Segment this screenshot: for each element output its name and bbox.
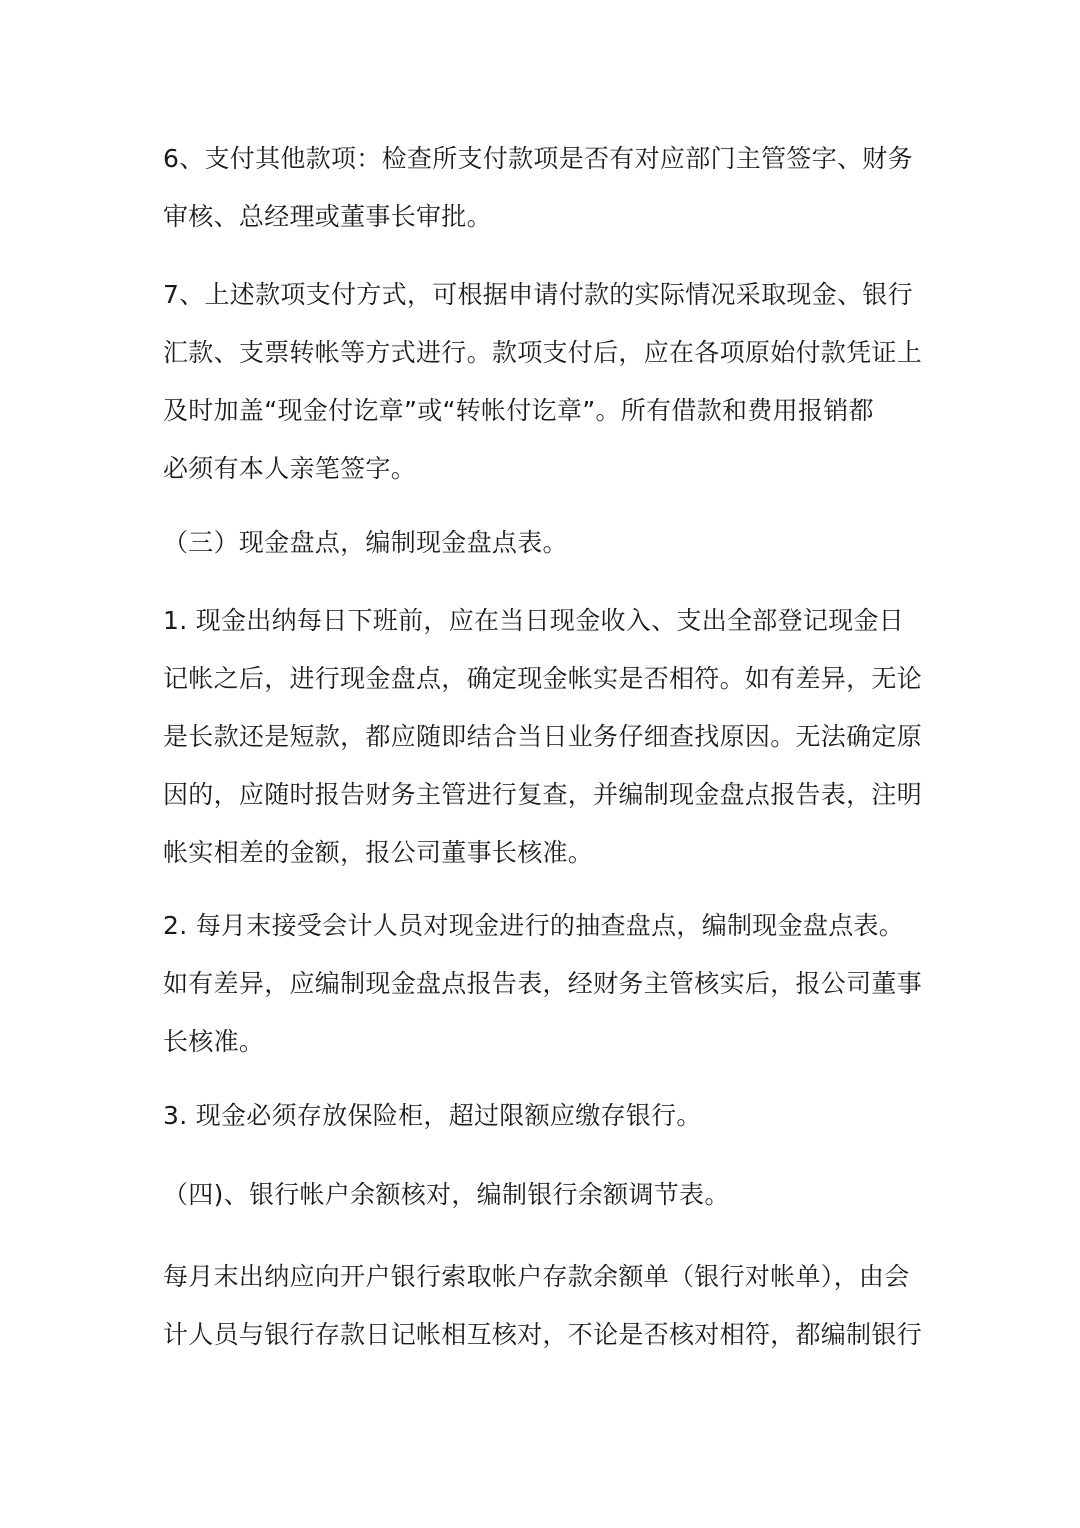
text-line: 7、上述款项支付方式，可根据申请付款的实际情况采取现金、银行 xyxy=(163,280,913,309)
section-heading: （四)、银行帐户余额核对，编制银行余额调节表。 xyxy=(163,1180,730,1209)
text-line: 帐实相差的金额，报公司董事长核准。 xyxy=(163,838,594,867)
section-heading: （三）现金盘点，编制现金盘点表。 xyxy=(163,528,568,557)
text-line: 是长款还是短款，都应随即结合当日业务仔细查找原因。无法确定原 xyxy=(163,722,923,751)
paragraph-item-6-other-payments xyxy=(163,130,923,246)
text-line: 因的，应随时报告财务主管进行复查，并编制现金盘点报告表，注明 xyxy=(163,780,923,809)
paragraph-item-2-monthly-spot-check xyxy=(163,897,923,1071)
text-line: 如有差异，应编制现金盘点报告表，经财务主管核实后，报公司董事 xyxy=(163,969,923,998)
paragraph-bank-statement-check xyxy=(163,1248,923,1364)
text-line: 长核准。 xyxy=(163,1027,265,1056)
section-heading-4-bank-reconciliation xyxy=(163,1166,923,1224)
paragraph-item-3-safe-storage xyxy=(163,1087,923,1145)
paragraph-item-1-daily-cash-count xyxy=(163,592,923,882)
text-line: 及时加盖“现金付讫章”或“转帐付讫章”。所有借款和费用报销都 xyxy=(163,396,874,425)
section-heading-3-cash-count xyxy=(163,514,923,572)
text-line: 1. 现金出纳每日下班前，应在当日现金收入、支出全部登记现金日 xyxy=(163,606,905,635)
text-line: 必须有本人亲笔签字。 xyxy=(163,454,417,483)
text-line: 2. 每月末接受会计人员对现金进行的抽查盘点，编制现金盘点表。 xyxy=(163,911,905,940)
text-line: 6、支付其他款项：检查所支付款项是否有对应部门主管签字、财务 xyxy=(163,144,913,173)
paragraph-item-7-payment-methods xyxy=(163,266,923,498)
text-line: 审核、总经理或董事长审批。 xyxy=(163,202,492,231)
text-line: 每月末出纳应向开户银行索取帐户存款余额单（银行对帐单），由会 xyxy=(163,1262,910,1291)
text-line: 计人员与银行存款日记帐相互核对，不论是否核对相符，都编制银行 xyxy=(163,1320,923,1349)
text-line: 汇款、支票转帐等方式进行。款项支付后，应在各项原始付款凭证上 xyxy=(163,338,923,367)
text-line: 记帐之后，进行现金盘点，确定现金帐实是否相符。如有差异，无论 xyxy=(163,664,923,693)
text-line: 3. 现金必须存放保险柜，超过限额应缴存银行。 xyxy=(163,1101,702,1130)
